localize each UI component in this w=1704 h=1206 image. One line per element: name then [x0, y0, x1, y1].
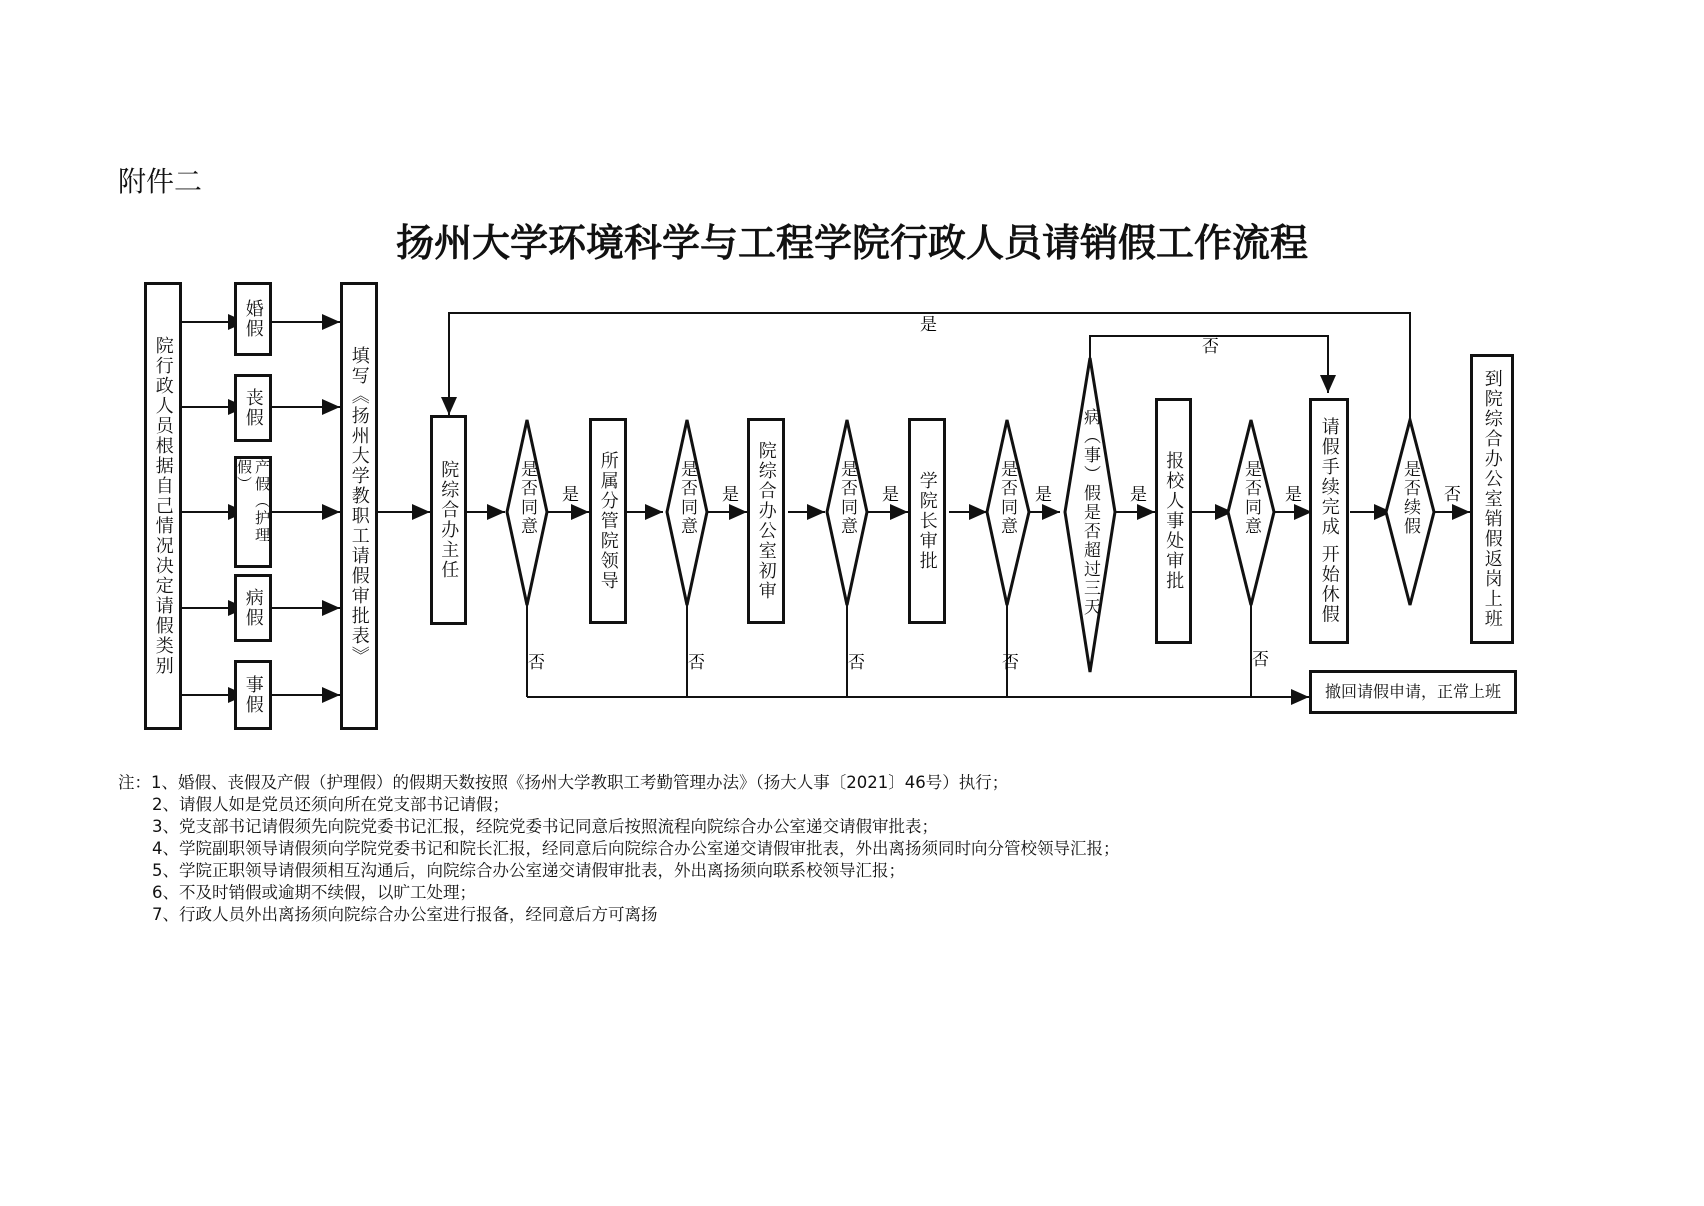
diamond-label: 是否同意	[677, 460, 697, 536]
edge-label: 否	[528, 653, 545, 673]
note-line: 7、行政人员外出离扬须向院综合办公室进行报备，经同意后方可离扬	[152, 905, 658, 924]
edge-label: 否	[1252, 650, 1269, 670]
done-box: 请假手续完成 开始休假	[1309, 398, 1349, 644]
page-title: 扬州大学环境科学与工程学院行政人员请销假工作流程	[395, 221, 1308, 265]
edge-label: 是	[562, 485, 579, 505]
attachment-label: 附件二	[118, 165, 203, 198]
diamond-label: 病（事）假是否超过三天	[1080, 408, 1100, 617]
edge-label: 否	[688, 653, 705, 673]
edge-label: 否	[1202, 337, 1219, 357]
edge-label: 是	[882, 485, 899, 505]
edge-label: 是	[1130, 485, 1147, 505]
diamond-label: 是否续假	[1400, 460, 1420, 536]
start-box: 院行政人员根据自己情况决定请假类别	[144, 282, 182, 730]
director-box: 院综合办主任	[430, 415, 467, 625]
edge-label: 否	[1444, 485, 1461, 505]
diamond-label: 是否同意	[997, 460, 1017, 536]
note-line: 注：1、婚假、丧假及产假（护理假）的假期天数按照《扬州大学教职工考勤管理办法》（扬大人事〔2021〕46号）执行；	[118, 773, 1009, 792]
bingjia-box: 病假	[234, 574, 272, 642]
diamond-label: 是否同意	[1241, 460, 1261, 536]
note-line: 4、学院副职领导请假须向学院党委书记和院长汇报，经同意后向院综合办公室递交请假审批表，外出离扬须同时向分管校领导汇报；	[152, 839, 1120, 858]
fill-form-box: 填写《扬州大学教职工请假审批表》	[340, 282, 378, 730]
hr-box: 报校人事处审批	[1155, 398, 1192, 644]
return-box: 到院综合办公室销假返岗上班	[1470, 354, 1514, 644]
notes	[118, 772, 1120, 926]
note-line: 3、党支部书记请假须先向院党委书记汇报，经院党委书记同意后按照流程向院综合办公室递交请假审批表；	[152, 817, 938, 836]
leader-box: 所属分管院领导	[589, 418, 627, 624]
office-box: 院综合办公室初审	[747, 418, 785, 624]
dean-box: 学院长审批	[908, 418, 946, 624]
note-line: 2、请假人如是党员还须向所在党支部书记请假；	[152, 795, 509, 814]
edge-label: 是	[1285, 485, 1302, 505]
hunjia-box: 婚假	[234, 282, 272, 356]
edge-label: 否	[1002, 653, 1019, 673]
sangjia-box: 丧假	[234, 374, 272, 442]
note-line: 5、学院正职领导请假须相互沟通后，向院综合办公室递交请假审批表，外出离扬须向联系校领导汇报；	[152, 861, 905, 880]
note-line: 6、不及时销假或逾期不续假，以旷工处理；	[152, 883, 476, 902]
withdraw-box: 撤回请假申请，正常上班	[1309, 670, 1517, 714]
diamond-label: 是否同意	[517, 460, 537, 536]
edge-label: 是	[1035, 485, 1052, 505]
edge-label: 是	[722, 485, 739, 505]
shijia-box: 事假	[234, 660, 272, 730]
diamond-label: 是否同意	[837, 460, 857, 536]
chanjia-box: 产假（护理假）	[234, 456, 272, 568]
edge-label: 是	[920, 315, 937, 335]
edge-label: 否	[848, 653, 865, 673]
